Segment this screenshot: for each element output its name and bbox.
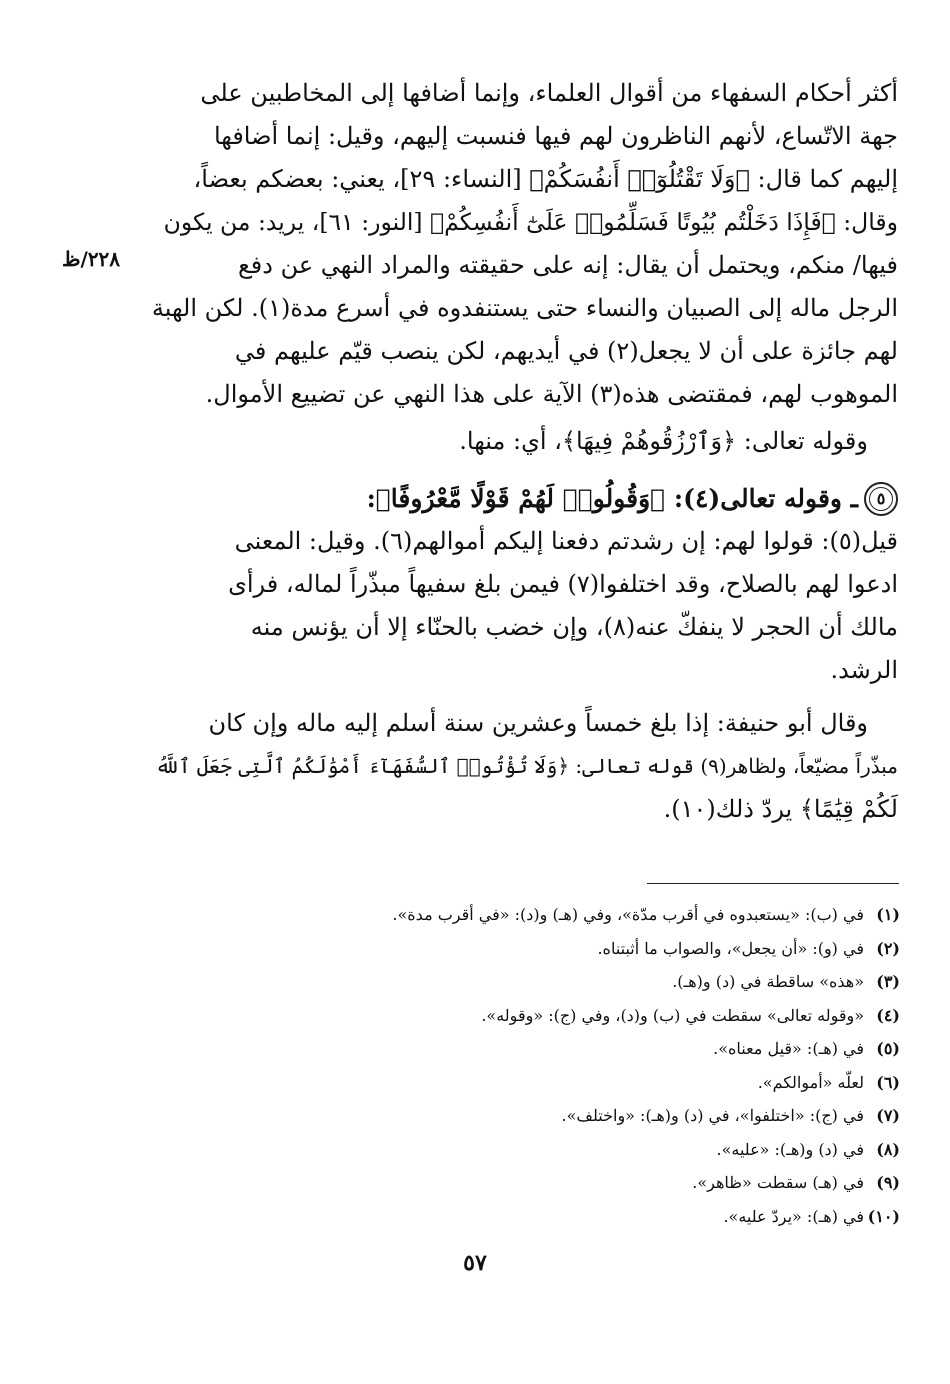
footnote [160, 1066, 900, 1100]
text-line: جهة الاتّساع، لأنهم الناظرون لهم فيها فنسبت إليهم، وقيل: إنما أضافها [213, 122, 898, 150]
footnote [160, 1166, 900, 1200]
footnote [160, 1200, 900, 1234]
paragraph-4 [150, 702, 898, 831]
text-line: لهم جائزة على أن لا يجعل(٢) في أيديهم، لكن ينصب قيّم عليهم في [234, 337, 898, 365]
text-line: مبذّراً مضيّعاً، ولظاهر(٩) قوله تعالى: ﴿وَلَا تُؤْتُوا۟ ٱلسُّفَهَآءَ أَمْوَٰلَكُمُ ٱلَّتِى جَعَلَ ٱللَّهُ [155, 754, 898, 778]
footnote-text: لعلّه «أموالكم». [757, 1072, 864, 1092]
footnote-text: في (و): «أن يجعل»، والصواب ما أثبتناه. [597, 938, 864, 958]
footnote-number: (٨) [876, 1139, 900, 1159]
footnote-text: «وقوله تعالى» سقطت في (ب) و(د)، وفي (ج): «وقوله». [481, 1005, 864, 1025]
footnote-text: في (هـ): «قيل معناه». [713, 1039, 864, 1058]
footnote [160, 965, 900, 999]
verse-number-badge: ٥ [864, 482, 898, 516]
text-line: ادعوا لهم بالصلاح، وقد اختلفوا(٧) فيمن بلغ سفيهاً مبذّراً لماله، فرأى [228, 570, 898, 598]
footnote-text: «هذه» ساقطة في (د) و(هـ). [672, 972, 864, 991]
footnote [160, 999, 900, 1033]
page-body [150, 72, 898, 831]
footnote-number: (٦) [876, 1072, 900, 1092]
text-line: وقال أبو حنيفة: إذا بلغ خمساً وعشرين سنة أسلم إليه ماله وإن كان [208, 709, 868, 737]
footnote [160, 1133, 900, 1167]
footnote-number: (٤) [876, 1005, 900, 1025]
footnote-text: في (هـ): «يردّ عليه». [723, 1206, 864, 1226]
footnote-divider [647, 883, 899, 884]
text-line: إليهم كما قال: ﴿وَلَا تَقْتُلُوٓا۟ أَنفُسَكُمْ﴾ [النساء: ٢٩]، يعني: بعضكم بعضاً، [193, 165, 898, 193]
text-line: قيل(٥): قولوا لهم: إن رشدتم دفعنا إليكم أموالهم(٦). وقيل: المعنى [234, 527, 898, 555]
footnote-number: (٧) [876, 1106, 900, 1125]
paragraph-2 [150, 420, 898, 463]
footnote-number: (١٠) [867, 1206, 900, 1226]
paragraph-1 [150, 72, 898, 416]
footnote-number: (١) [876, 905, 900, 924]
footnote [160, 1099, 900, 1133]
footnote-number: (٥) [876, 1039, 900, 1058]
footnote-text: في (ب): «يستعبدوه في أقرب مدّة»، وفي (هـ) و(د): «في أقرب مدة». [392, 905, 864, 924]
footnote-text: في (هـ) سقطت «ظاهر». [692, 1173, 864, 1192]
verse-heading [150, 477, 898, 520]
text-line: مالك أن الحجر لا ينفكّ عنه(٨)، وإن خضب بالحنّاء إلا أن يؤنس منه [250, 613, 898, 641]
footnote-text: في (ج): «اختلفوا»، في (د) و(هـ): «واختلف». [561, 1106, 864, 1125]
footnote-number: (٣) [876, 972, 900, 991]
text-line: أكثر أحكام السفهاء من أقوال العلماء، وإنما أضافها إلى المخاطبين على [200, 79, 898, 107]
footnote [160, 1032, 900, 1066]
paragraph-3 [150, 520, 898, 692]
manuscript-folio-marker: ٢٢٨/ظ [62, 247, 121, 271]
footnote-number: (٢) [876, 938, 900, 958]
page-number: ٥٧ [463, 1250, 487, 1276]
footnotes [160, 898, 900, 1233]
text-line: فيها/ منكم، ويحتمل أن يقال: إنه على حقيقته والمراد النهي عن دفع [238, 251, 898, 279]
text-line: وقوله تعالى: ﴿وَٱرْزُقُوهُمْ فِيهَا﴾، أي: منها. [459, 427, 868, 455]
text-line: وقال: ﴿فَإِذَا دَخَلْتُم بُيُوتًا فَسَلِّمُوا۟ عَلَىٰٓ أَنفُسِكُمْ﴾ [النور: ٦١]، يريد: من يكون [163, 208, 898, 236]
footnote [160, 898, 900, 932]
text-line: الرجل ماله إلى الصبيان والنساء حتى يستنفدوه في أسرع مدة(١). لكن الهبة [151, 294, 898, 322]
text-line: الموهوب لهم، فمقتضى هذه(٣) الآية على هذا النهي عن تضييع الأموال. [205, 380, 898, 408]
footnote [160, 932, 900, 966]
footnote-text: في (د) و(هـ): «عليه». [716, 1139, 864, 1159]
text-line: لَكُمْ قِيَٰمًا﴾ يردّ ذلك(١٠). [663, 795, 898, 823]
text-line: الرشد. [830, 656, 898, 684]
footnote-number: (٩) [876, 1173, 900, 1192]
verse-heading-text: ـ وقوله تعالى(٤): ﴿وَقُولُوا۟ لَهُمْ قَوْلًا مَّعْرُوفًا﴾: [366, 484, 858, 513]
